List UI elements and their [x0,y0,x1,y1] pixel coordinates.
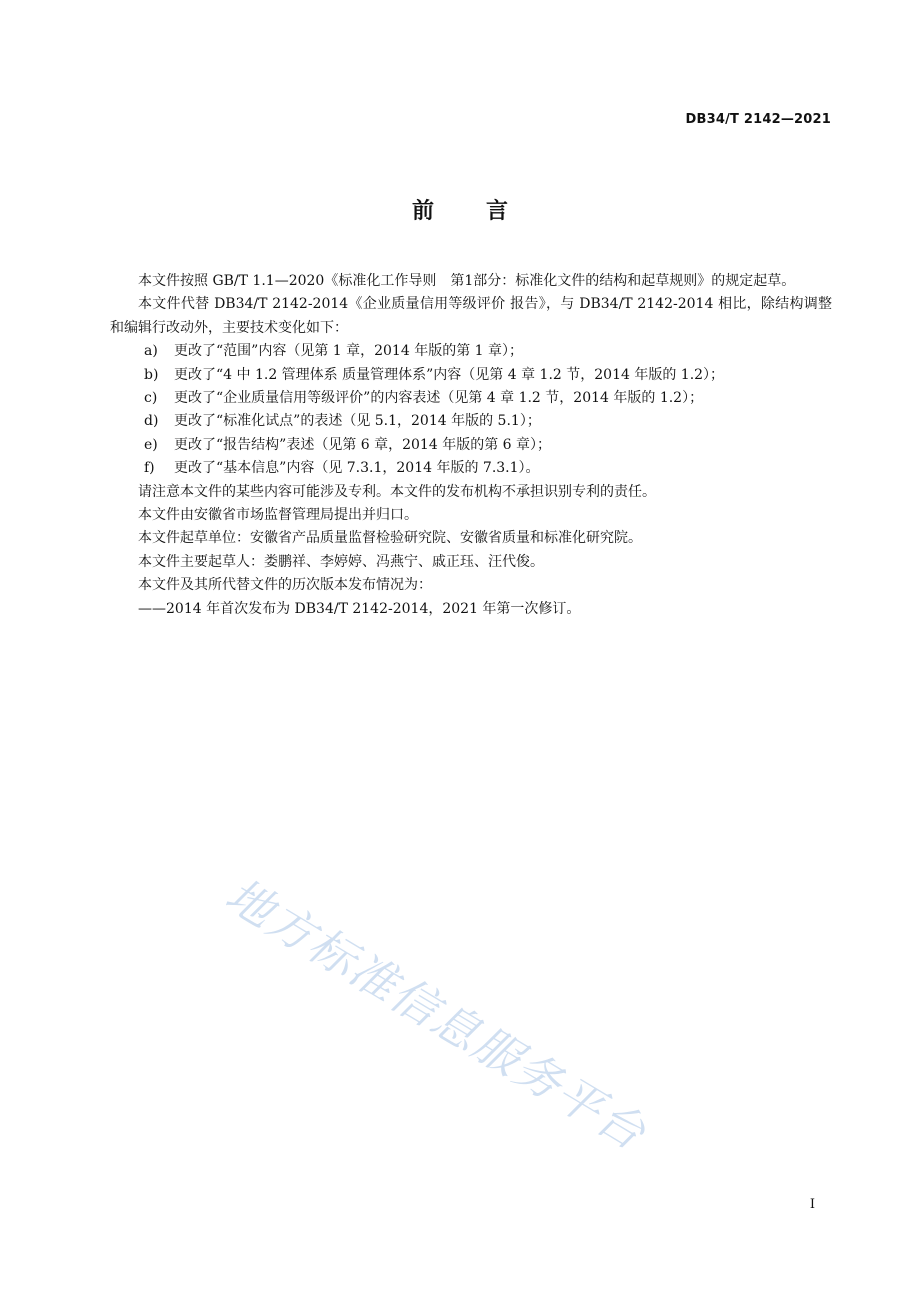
paragraph-patent-notice: 请注意本文件的某些内容可能涉及专利。本文件的发布机构不承担识别专利的责任。 [138,483,656,500]
watermark: 地方标准信息服务平台 [216,867,656,1161]
foreword-body [110,270,832,621]
list-item-text: 更改了“范围”内容（见第 1 章，2014 年版的第 1 章）； [174,343,524,360]
list-item [110,410,832,433]
document-code: DB34/T 2142—2021 [685,112,831,127]
paragraph-version-history: 本文件及其所代替文件的历次版本发布情况为： [138,577,432,594]
list-item-text: 更改了“基本信息”内容（见 7.3.1，2014 年版的 7.3.1）。 [174,460,540,477]
list-marker: b) [144,366,159,383]
list-marker: c) [144,390,158,407]
list-item-text: 更改了“报告结构”表述（见第 6 章，2014 年版的第 6 章）； [174,436,552,453]
list-item [110,364,832,387]
list-item [110,457,832,480]
list-marker: d) [144,413,159,430]
list-item-text: 更改了“4 中 1.2 管理体系 质量管理体系”内容（见第 4 章 1.2 节，2014 年版的 1.2）； [174,366,725,383]
page-number: I [809,1197,815,1212]
list-item [110,434,832,457]
paragraph-replacement: 本文件代替 DB34/T 2142-2014《企业质量信用等级评价 报告》，与 DB34/T 2142-2014 相比，除结构调整和编辑行改动外，主要技术变化如下： [110,296,832,336]
list-item-text: 更改了“标准化试点”的表述（见 5.1，2014 年版的 5.1）； [174,413,541,430]
paragraph-drafting-basis: 本文件按照 GB/T 1.1—2020《标准化工作导则 第1部分：标准化文件的结构和起草规则》的规定起草。 [138,273,796,289]
list-marker: a) [144,343,158,360]
paragraph-release-record: ——2014 年首次发布为 DB34/T 2142-2014，2021 年第一次修订。 [138,600,581,617]
list-marker: e) [144,436,158,453]
section-title: 前言 [411,199,560,224]
list-marker: f) [144,460,155,477]
paragraph-drafting-units: 本文件起草单位：安徽省产品质量监督检验研究院、安徽省质量和标准化研究院。 [138,530,642,547]
list-item [110,387,832,410]
list-item [110,340,832,363]
paragraph-proposer: 本文件由安徽省市场监督管理局提出并归口。 [138,507,418,524]
paragraph-drafters: 本文件主要起草人：娄鹏祥、李婷婷、冯燕宁、戚正珏、汪代俊。 [138,553,544,570]
list-item-text: 更改了“企业质量信用等级评价”的内容表述（见第 4 章 1.2 节，2014 年版的 1.2）； [174,390,704,407]
